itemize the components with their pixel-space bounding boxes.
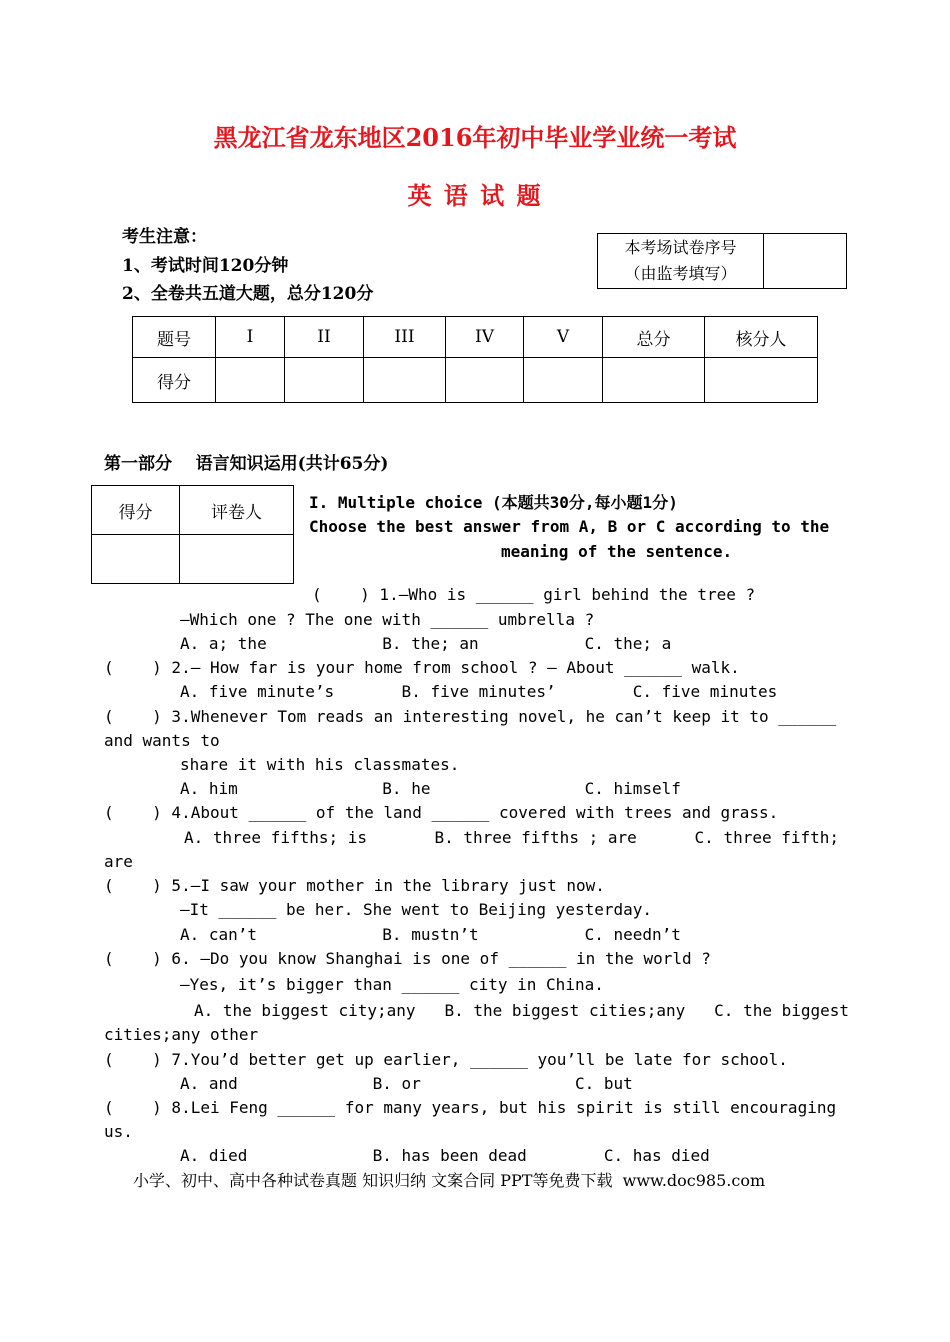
question-5-dialog: —It ______ be her. She went to Beijing yesterday. — [180, 900, 653, 919]
grader-name-cell[interactable] — [180, 535, 294, 584]
question-2-stem: ( ) 2.— How far is your home from school ? — About ______ walk. — [104, 658, 740, 677]
exam-title: 黑龙江省龙东地区2016年初中毕业学业统一考试 — [213, 123, 737, 152]
score-cell[interactable] — [285, 358, 364, 403]
page-footer: 小学、初中、高中各种试卷真题 知识归纳 文案合同 PPT等免费下载 www.doc985.com — [133, 1171, 766, 1190]
score-header-cell: III — [364, 317, 446, 358]
question-6-stem: ( ) 6. —Do you know Shanghai is one of ______ in the world ? — [104, 949, 711, 968]
score-header-cell: 题号 — [133, 317, 216, 358]
question-3-options: A. him B. he C. himself — [180, 779, 681, 798]
question-8-stem-cont: us. — [104, 1122, 133, 1141]
section1-title: I. Multiple choice (本题共30分,每小题1分) — [309, 493, 678, 512]
question-3-stem: ( ) 3.Whenever Tom reads an interesting novel, he can’t keep it to ______ — [104, 707, 837, 726]
question-4-stem: ( ) 4.About ______ of the land ______ covered with trees and grass. — [104, 803, 779, 822]
score-cell[interactable] — [446, 358, 524, 403]
serial-label-line1: 本考场试卷序号 — [624, 238, 737, 257]
question-6-options-cont: cities;any other — [104, 1025, 259, 1044]
score-cell[interactable] — [603, 358, 705, 403]
question-3-stem-cont: and wants to — [104, 731, 220, 750]
question-4-options-cont: are — [104, 852, 133, 871]
exam-subtitle: 英 语 试 题 — [407, 181, 543, 210]
question-1-options: A. a; the B. the; an C. the; a — [180, 634, 672, 653]
score-cell[interactable] — [705, 358, 818, 403]
score-header-cell: I — [216, 317, 285, 358]
section1-instruction-line1: Choose the best answer from A, B or C according to the — [309, 517, 830, 536]
score-header-cell: V — [524, 317, 603, 358]
question-2-options: A. five minute’s B. five minutes’ C. five minutes — [180, 682, 778, 701]
question-5-options: A. can’t B. mustn’t C. needn’t — [180, 925, 681, 944]
grader-score-cell[interactable] — [92, 535, 180, 584]
question-6-dialog: —Yes, it’s bigger than ______ city in China. — [180, 975, 604, 994]
question-4-options: A. three fifths; is B. three fifths ; are C. three fifth; — [184, 828, 840, 847]
serial-number-box — [597, 233, 847, 289]
score-header-cell: II — [285, 317, 364, 358]
question-1-dialog: —Which one ? The one with ______ umbrella ? — [180, 610, 595, 629]
question-3-stem-cont2: share it with his classmates. — [180, 755, 460, 774]
part1-heading: 第一部分 语言知识运用(共计65分) — [104, 454, 389, 474]
grader-score-label: 得分 — [92, 486, 180, 535]
serial-value-cell[interactable] — [764, 234, 847, 289]
question-6-options: A. the biggest city;any B. the biggest cities;any C. the biggest — [194, 1001, 850, 1020]
score-cell[interactable] — [524, 358, 603, 403]
score-table-header-row — [133, 317, 818, 358]
score-header-cell: 核分人 — [705, 317, 818, 358]
grader-box — [91, 485, 294, 584]
notice-item-1: 1、考试时间120分钟 — [122, 256, 289, 276]
question-8-stem: ( ) 8.Lei Feng ______ for many years, but his spirit is still encouraging — [104, 1098, 837, 1117]
score-cell[interactable] — [216, 358, 285, 403]
serial-label-cell — [598, 234, 764, 289]
score-header-cell: IV — [446, 317, 524, 358]
score-cell[interactable] — [364, 358, 446, 403]
score-header-cell: 总分 — [603, 317, 705, 358]
score-table — [132, 316, 818, 403]
notice-heading: 考生注意： — [122, 227, 207, 247]
notice-item-2: 2、全卷共五道大题，总分120分 — [122, 284, 374, 304]
question-5-stem: ( ) 5.—I saw your mother in the library just now. — [104, 876, 605, 895]
question-1-stem: ( ) 1.—Who is ______ girl behind the tree ? — [312, 585, 756, 604]
section1-instruction-line2: meaning of the sentence. — [501, 542, 733, 561]
question-7-stem: ( ) 7.You’d better get up earlier, ______ you’ll be late for school. — [104, 1050, 788, 1069]
score-row-label: 得分 — [133, 358, 216, 403]
grader-name-label: 评卷人 — [180, 486, 294, 535]
question-7-options: A. and B. or C. but — [180, 1074, 633, 1093]
serial-label-line2: （由监考填写） — [624, 264, 737, 283]
question-8-options: A. died B. has been dead C. has died — [180, 1146, 710, 1165]
score-table-score-row — [133, 358, 818, 403]
